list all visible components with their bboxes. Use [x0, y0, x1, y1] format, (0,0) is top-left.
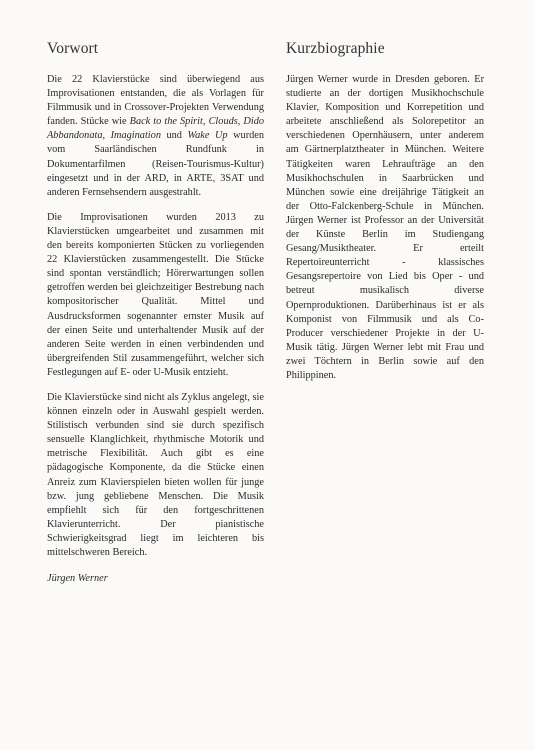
title-back-to-the-spirit: Back to the Spirit [129, 116, 203, 128]
vorwort-column [47, 40, 264, 597]
title-clouds: Clouds [208, 116, 238, 128]
title-imagination: Imagination [110, 130, 161, 142]
vorwort-paragraph-2: Die Improvisationen wurden 2013 zu Klavierstücken umgearbeitet und zusammen mit den bereits komponierten Stücken zu vorliegenden 22 Klavierstücken zusammengestellt. Die Stücke sind spontan verständlich; Hörerwartungen sollen getroffen werden bei gleichzeitiger Bestrebung nach kompositorischer Qualität. Mittel und Ausdrucksformen sogenannter ernster Musik auf der einen Seite und unterhaltender Musik auf der anderen Seite werden in einen verbindenden und übergreifenden Stil zusammengeführt, welcher sich Festlegungen auf E- oder U-Musik entzieht. [47, 211, 264, 378]
title-dido-abbandonata: Dido Abbandonata [47, 116, 264, 142]
kurzbiographie-heading: Kurzbiographie [286, 40, 385, 57]
title-wake-up: Wake Up [187, 130, 228, 142]
vorwort-paragraph-1: Die 22 Klavierstücke sind überwiegend aus Improvisationen entstanden, die als Vorlagen für Filmmusik und in Crossover-Projekten Verwendung fanden. Stücke wie Back to the Spirit, Clouds, Dido Abbandonata, Imagination und Wake Up wurden vom Saarländischen Rundfunk in Dokumentarfilmen (Reisen-Tourismus-Kultur) eingesetzt und in der ARD, in ARTE, 3SAT und anderen Fernsehsendern ausgestrahlt. [47, 74, 264, 198]
kurzbiographie-paragraph: Jürgen Werner wurde in Dresden geboren. Er studierte an der dortigen Musikhochschule Klavier, Komposition und Korrepetition und arbeitete anschließend als Solorepetitor an verschiedenen Opernhäusern, unter anderem am Gärtnerplatztheater in München. Weitere Tätigkeiten waren Lehraufträge an den Musikhochschulen in Saarbrücken und München sowie eine dreijährige Tätigkeit an der Otto-Falckenberg-Schule in München. Jürgen Werner ist Professor an der Universität der Künste Berlin im Studiengang Gesang/Musiktheater. Er erteilt Repertoireunterricht - klassisches Gesangsrepertoire von Lied bis Oper - und betreut musikalisch diverse Opernproduktionen. Darüberhinaus ist er als Komponist von Filmmusik und als Co-Producer verschiedener Projekte in der U-Musik tätig. Jürgen Werner lebt mit Frau und zwei Töchtern in Berlin sowie auf den Philippinen. [286, 74, 484, 381]
author-signature: Jürgen Werner [47, 573, 108, 585]
vorwort-paragraph-3: Die Klavierstücke sind nicht als Zyklus angelegt, sie können einzeln oder in Auswahl gespielt werden. Stilistisch verbunden sind sie durch spezifisch sensuelle Klanglichkeit, rhythmische Motorik und metrische Flexibilität. Auch gibt es eine pädagogische Komponente, da die Stücke einen Anreiz zum Klavierspielen bieten wollen für junge bzw. jung gebliebene Menschen. Die Musik empfiehlt sich für den fortgeschrittenen Klavierunterricht. Der pianistische Schwierigkeitsgrad liegt im leichteren bis mittelschweren Bereich. [47, 391, 264, 558]
vorwort-heading: Vorwort [47, 40, 99, 57]
kurzbiographie-column [286, 40, 484, 394]
